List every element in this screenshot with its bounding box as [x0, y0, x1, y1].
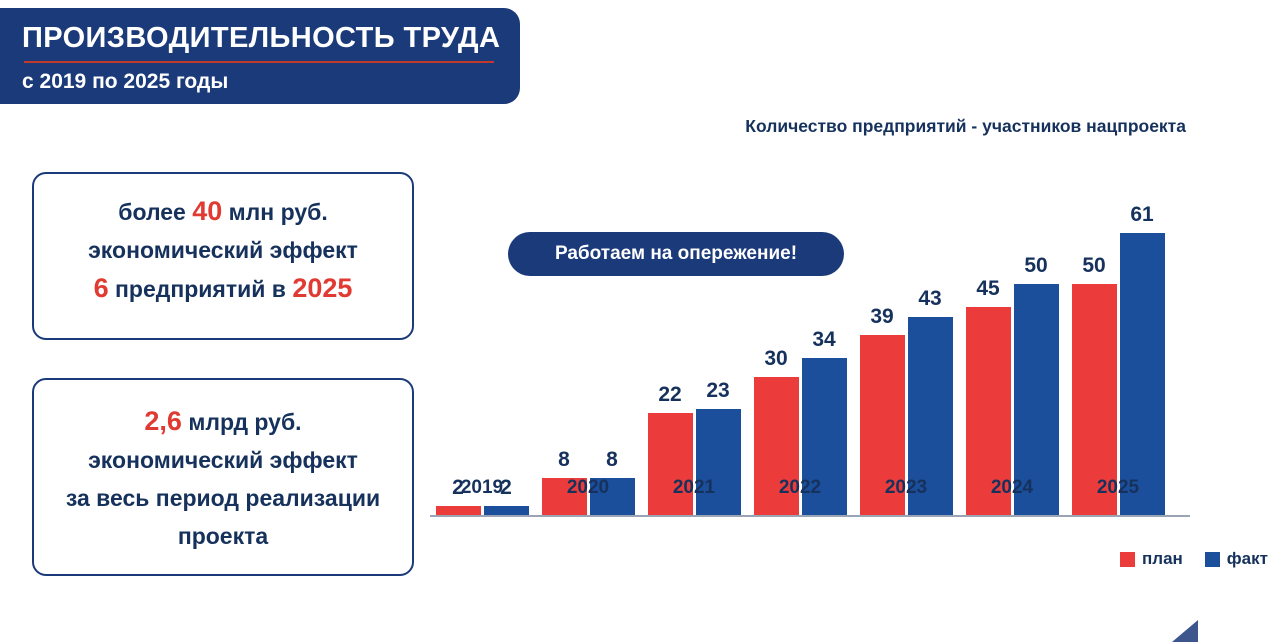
legend-swatch [1120, 552, 1135, 567]
card1-line3-year: 2025 [292, 273, 353, 303]
legend-swatch [1205, 552, 1220, 567]
x-axis-label: 2022 [778, 477, 822, 498]
value-label-fact: 2 [500, 476, 512, 499]
value-label-fact: 50 [1024, 254, 1048, 277]
legend-item [1205, 549, 1268, 569]
value-labels [1066, 203, 1170, 277]
value-label-plan: 22 [658, 383, 682, 406]
x-axis-label: 2023 [884, 477, 928, 498]
page-title: ПРОИЗВОДИТЕЛЬНОСТЬ ТРУДА [22, 22, 501, 54]
bar-plan [436, 506, 481, 515]
bar-fact [484, 506, 529, 515]
value-label-fact: 61 [1130, 203, 1154, 226]
bars [1066, 185, 1170, 515]
legend-label: факт [1226, 549, 1268, 568]
value-label-plan: 39 [870, 305, 894, 328]
card1-line3-mid: предприятий в [108, 276, 293, 302]
value-label-plan: 8 [558, 448, 570, 471]
card1-line1 [34, 192, 412, 231]
bars [854, 185, 958, 515]
x-axis-label: 2021 [672, 477, 716, 498]
card2-line2: экономический эффект [88, 447, 358, 473]
card2-line3: за весь период реализации [65, 485, 381, 511]
value-label-plan: 45 [976, 277, 1000, 300]
value-label-fact: 43 [918, 287, 942, 310]
bar-group [960, 185, 1064, 515]
card2-line4: проекта [177, 523, 269, 549]
bar-group [642, 185, 746, 515]
value-labels [642, 379, 746, 406]
value-labels [960, 254, 1064, 300]
corner-mark [1172, 620, 1198, 642]
card1-line1-suffix: млн руб. [222, 199, 328, 225]
bar-chart [420, 150, 1268, 575]
x-axis-label: 2020 [566, 477, 610, 498]
x-axis-line [430, 515, 1190, 517]
value-label-plan: 30 [764, 347, 788, 370]
card1-line1-prefix: более [118, 199, 193, 225]
bar-group [536, 185, 640, 515]
legend-label: план [1142, 549, 1183, 568]
bars [430, 185, 534, 515]
card1-line3 [34, 269, 412, 308]
x-axis-label: 2025 [1096, 477, 1140, 498]
card1-line3-count: 6 [93, 273, 109, 303]
chart-title: Количество предприятий - участников нацпроекта [745, 116, 1186, 136]
card2-line1-value: 2,6 [144, 406, 182, 436]
title-banner [0, 8, 520, 104]
info-card-total-effect [32, 378, 414, 576]
bar-group [854, 185, 958, 515]
bar-plan [648, 413, 693, 515]
legend-item [1120, 549, 1183, 569]
page-subtitle: с 2019 по 2025 годы [22, 70, 229, 93]
title-divider [24, 61, 494, 63]
bars [642, 185, 746, 515]
card2-line1 [34, 402, 412, 441]
value-label-plan: 2 [452, 476, 464, 499]
value-label-plan: 50 [1082, 254, 1106, 277]
value-labels [748, 328, 852, 370]
x-axis-label: 2019 [460, 477, 504, 498]
bar-fact [1120, 233, 1165, 515]
bars [960, 185, 1064, 515]
bar-group [748, 185, 852, 515]
value-labels [536, 448, 640, 472]
chart-legend [1120, 549, 1268, 569]
card1-line2: экономический эффект [88, 237, 358, 263]
value-label-fact: 8 [606, 448, 618, 471]
value-labels [854, 287, 958, 328]
callout-banner: Работаем на опережение! [508, 232, 844, 276]
card2-line1-suffix: млрд руб. [181, 409, 302, 435]
value-label-fact: 34 [812, 328, 836, 351]
info-card-economic-effect [32, 172, 414, 340]
x-axis-label: 2024 [990, 477, 1034, 498]
bar-fact [696, 409, 741, 515]
bar-group [430, 185, 534, 515]
bar-group [1066, 185, 1170, 515]
card1-line1-value: 40 [192, 196, 223, 226]
value-label-fact: 23 [706, 379, 730, 402]
